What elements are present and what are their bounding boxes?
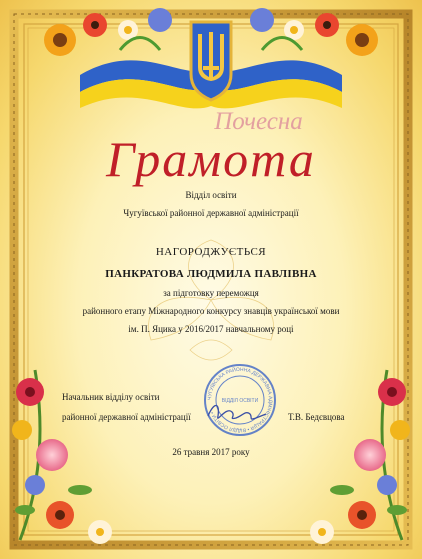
certificate-title: Грамота [106,131,316,187]
stamp-ring-text: ЧУГУЇВСЬКА РАЙОННА ДЕРЖАВНА АДМІНІСТРАЦІЯ • ВІДДІЛ ОСВІТИ • [206,366,274,434]
reason-line-3: ім. П. Яцика у 2016/2017 навчальному році [128,324,294,334]
award-verb: НАГОРОДЖУЄТЬСЯ [155,246,267,258]
signatory-position-1: Начальник відділу освіти [62,392,160,402]
lace-ornament [149,240,274,360]
bottom-right-flowers [310,370,410,544]
recipient-name: ПАНКРАТОВА ЛЮДМИЛА ПАВЛІВНА [105,268,317,280]
reason-line-1: за підготовку переможця [163,288,259,298]
reason-line-2: районного етапу Міжнародного конкурсу знавців української мови [82,306,340,316]
signatory-name: Т.В. Бедєвцова [288,412,345,422]
issue-date: 26 травня 2017 року [172,447,250,457]
issuer-line-2: Чугуївської районної державної адміністрації [123,208,299,218]
issuer-line-1: Відділ освіти [185,190,237,200]
certificate-subtitle: Почесна [214,108,303,135]
official-stamp [205,365,275,435]
stamp-inner-text: ВІДДІЛ ОСВІТИ [221,398,259,404]
signatory-position-2: районної державної адміністрації [62,412,191,422]
tryzub-icon [191,22,231,100]
